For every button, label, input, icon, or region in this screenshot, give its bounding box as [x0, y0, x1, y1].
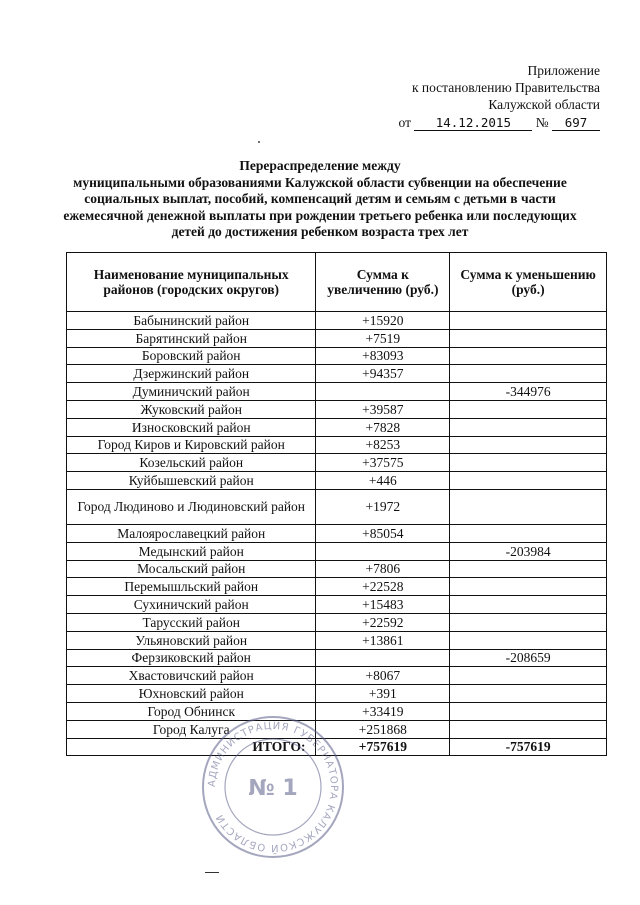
district-name-cell: Боровский район — [67, 347, 316, 365]
table-row — [67, 524, 607, 542]
total-decrease: -757619 — [450, 738, 607, 756]
increase-amount-cell: +13861 — [316, 631, 450, 649]
total-label: ИТОГО: — [67, 738, 316, 756]
district-name-cell: Мосальский район — [67, 560, 316, 578]
header-decrease: Сумма к уменьшению (руб.) — [450, 253, 607, 312]
increase-amount-cell: +251868 — [316, 720, 450, 738]
header-increase: Сумма к увеличению (руб.) — [316, 253, 450, 312]
increase-amount-cell: +33419 — [316, 702, 450, 720]
increase-amount-cell: +8253 — [316, 436, 450, 454]
document-header — [399, 62, 601, 131]
increase-amount-cell: +446 — [316, 472, 450, 490]
district-name-cell: Город Калуга — [67, 720, 316, 738]
decrease-amount-cell — [450, 667, 607, 685]
decrease-amount-cell — [450, 560, 607, 578]
table-body — [67, 312, 607, 739]
scan-mark — [205, 872, 219, 873]
table-row — [67, 383, 607, 401]
decrease-amount-cell — [450, 578, 607, 596]
increase-amount-cell: +22592 — [316, 613, 450, 631]
header-date-line — [399, 114, 601, 131]
table-row — [67, 365, 607, 383]
table-row — [67, 454, 607, 472]
seal-ring-text: АДМИНИСТРАЦИЯ ГУБЕРНАТОРА КАЛУЖСКОЙ ОБЛАСТИ — [206, 720, 340, 854]
district-name-cell: Сухиничский район — [67, 596, 316, 614]
increase-amount-cell: +83093 — [316, 347, 450, 365]
district-name-cell: Думиничский район — [67, 383, 316, 401]
district-name-cell: Малоярославецкий район — [67, 524, 316, 542]
increase-amount-cell: +37575 — [316, 454, 450, 472]
district-name-cell: Город Обнинск — [67, 702, 316, 720]
increase-amount-cell: +391 — [316, 685, 450, 703]
increase-amount-cell — [316, 542, 450, 560]
decrease-amount-cell — [450, 436, 607, 454]
decrease-amount-cell — [450, 329, 607, 347]
increase-amount-cell: +8067 — [316, 667, 450, 685]
header-resolution: к постановлению Правительства — [411, 80, 600, 95]
decrease-amount-cell — [450, 702, 607, 720]
decrease-amount-cell — [450, 347, 607, 365]
district-name-cell: Жуковский район — [67, 400, 316, 418]
decrease-amount-cell — [450, 454, 607, 472]
table-row — [67, 560, 607, 578]
district-name-cell: Барятинский район — [67, 329, 316, 347]
increase-amount-cell: +15920 — [316, 312, 450, 330]
table-row — [67, 400, 607, 418]
decrease-amount-cell — [450, 418, 607, 436]
district-name-cell: Медынский район — [67, 542, 316, 560]
title-line: Перераспределение между — [239, 158, 401, 173]
decrease-amount-cell — [450, 472, 607, 490]
district-name-cell: Юхновский район — [67, 685, 316, 703]
title-line: муниципальными образованиями Калужской области субвенции на обеспечение — [73, 174, 567, 190]
redistribution-table — [66, 252, 607, 756]
decrease-amount-cell — [450, 400, 607, 418]
increase-amount-cell — [316, 649, 450, 667]
decrease-amount-cell — [450, 312, 607, 330]
title-line: детей до достижения ребенком возраста трех лет — [171, 224, 469, 239]
district-name-cell: Тарусский район — [67, 613, 316, 631]
district-name-cell: Износковский район — [67, 418, 316, 436]
title-line: социальных выплат, пособий, компенсаций детям и семьям с детьми в части — [84, 191, 556, 206]
district-name-cell: Город Людиново и Людиновский район — [67, 489, 316, 524]
district-name-cell: Козельский район — [67, 454, 316, 472]
table-row — [67, 578, 607, 596]
decrease-amount-cell — [450, 365, 607, 383]
number-sign: № — [535, 115, 549, 130]
district-name-cell: Ульяновский район — [67, 631, 316, 649]
district-name-cell: Ферзиковский район — [67, 649, 316, 667]
increase-amount-cell: +15483 — [316, 596, 450, 614]
table-row — [67, 649, 607, 667]
header-region: Калужской области — [488, 97, 600, 112]
increase-amount-cell: +1972 — [316, 489, 450, 524]
increase-amount-cell: +7828 — [316, 418, 450, 436]
table-row — [67, 472, 607, 490]
table-row — [67, 312, 607, 330]
table-row — [67, 418, 607, 436]
decrease-amount-cell: -208659 — [450, 649, 607, 667]
date-value: 14.12.2015 — [414, 116, 532, 131]
district-name-cell: Куйбышевский район — [67, 472, 316, 490]
increase-amount-cell — [316, 383, 450, 401]
increase-amount-cell: +85054 — [316, 524, 450, 542]
decrease-amount-cell — [450, 720, 607, 738]
district-name-cell: Город Киров и Кировский район — [67, 436, 316, 454]
document-title — [40, 158, 600, 241]
decrease-amount-cell — [450, 613, 607, 631]
decrease-amount-cell: -203984 — [450, 542, 607, 560]
table-row — [67, 542, 607, 560]
increase-amount-cell: +22528 — [316, 578, 450, 596]
header-district: Наименование муниципальных районов (городских округов) — [67, 253, 316, 312]
table-row — [67, 329, 607, 347]
decrease-amount-cell — [450, 631, 607, 649]
table-row — [67, 631, 607, 649]
increase-amount-cell: +94357 — [316, 365, 450, 383]
increase-amount-cell: +7806 — [316, 560, 450, 578]
increase-amount-cell: +39587 — [316, 400, 450, 418]
number-value: 697 — [552, 116, 600, 131]
table-row — [67, 613, 607, 631]
decrease-amount-cell — [450, 524, 607, 542]
district-name-cell: Дзержинский район — [67, 365, 316, 383]
table-row — [67, 436, 607, 454]
official-seal — [198, 712, 348, 862]
table-header-row — [67, 253, 607, 312]
header-appendix: Приложение — [527, 63, 600, 78]
seal-number: № 1 — [248, 776, 298, 801]
table-row — [67, 347, 607, 365]
decrease-amount-cell — [450, 596, 607, 614]
title-line: ежемесячной денежной выплаты при рождении третьего ребенка или последующих — [63, 207, 577, 223]
district-name-cell: Хвастовичский район — [67, 667, 316, 685]
decrease-amount-cell — [450, 685, 607, 703]
decrease-amount-cell: -344976 — [450, 383, 607, 401]
table-row — [67, 685, 607, 703]
district-name-cell: Перемышльский район — [67, 578, 316, 596]
table-row — [67, 596, 607, 614]
total-increase: +757619 — [316, 738, 450, 756]
scan-speck — [258, 141, 260, 143]
table-row — [67, 667, 607, 685]
district-name-cell: Бабынинский район — [67, 312, 316, 330]
increase-amount-cell: +7519 — [316, 329, 450, 347]
date-prefix: от — [398, 115, 411, 130]
table-row — [67, 489, 607, 524]
decrease-amount-cell — [450, 489, 607, 524]
